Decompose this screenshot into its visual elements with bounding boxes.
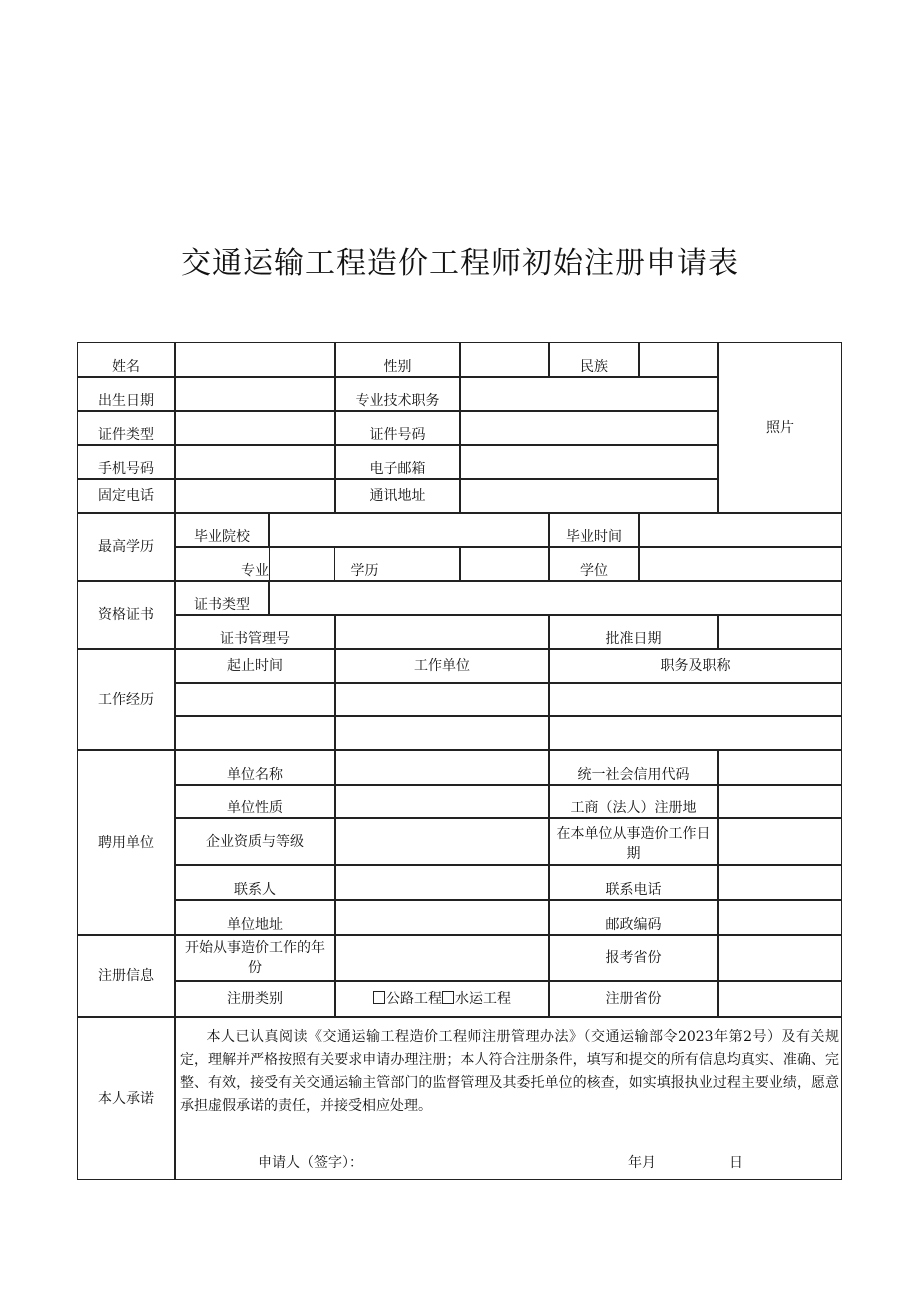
label-degree-level: 学历 — [269, 547, 460, 581]
work-row2-period[interactable] — [175, 716, 335, 750]
label-major: 专业 — [175, 547, 335, 581]
label-degree: 学位 — [549, 547, 639, 581]
section-employer: 聘用单位 — [77, 750, 175, 935]
field-degree-level[interactable] — [460, 547, 549, 581]
label-gender: 性别 — [335, 342, 460, 377]
field-mobile[interactable] — [175, 445, 335, 479]
label-cert-type: 证书类型 — [175, 581, 269, 615]
field-birth-date[interactable] — [175, 377, 335, 411]
label-reg-type: 注册类别 — [175, 981, 335, 1017]
section-certificate: 资格证书 — [77, 581, 175, 649]
field-reg-province[interactable] — [718, 981, 842, 1017]
field-degree[interactable] — [639, 547, 842, 581]
label-id-type: 证件类型 — [77, 411, 175, 445]
reg-type-options — [335, 981, 549, 1017]
section-registration: 注册信息 — [77, 935, 175, 1017]
field-id-number[interactable] — [460, 411, 718, 445]
registration-form — [78, 343, 843, 1181]
label-unit-address: 单位地址 — [175, 900, 335, 935]
header-period: 起止时间 — [175, 649, 335, 683]
field-exam-province[interactable] — [718, 935, 842, 981]
label-email: 电子邮箱 — [335, 445, 460, 479]
section-work: 工作经历 — [77, 649, 175, 750]
section-pledge: 本人承诺 — [77, 1017, 175, 1180]
field-qualification[interactable] — [335, 818, 549, 865]
pledge-box — [175, 1017, 842, 1180]
option-road[interactable]: 公路工程 — [373, 990, 442, 1008]
field-gender[interactable] — [460, 342, 549, 377]
header-unit: 工作单位 — [335, 649, 549, 683]
field-unit-address[interactable] — [335, 900, 549, 935]
label-mobile: 手机号码 — [77, 445, 175, 479]
field-approve-date[interactable] — [718, 615, 842, 649]
page-title: 交通运输工程造价工程师初始注册申请表 — [181, 246, 739, 281]
label-address: 通讯地址 — [335, 479, 460, 513]
field-cert-type[interactable] — [269, 581, 842, 615]
work-row2-unit[interactable] — [335, 716, 549, 750]
label-cost-work-date: 在本单位从事造价工作日期 — [549, 818, 718, 865]
checkbox-road[interactable] — [373, 991, 385, 1004]
field-reg-place[interactable] — [718, 785, 842, 818]
pledge-text: 本人已认真阅读《交通运输工程造价工程师注册管理办法》（交通运输部令2023年第2号）及有关规定，理解并严格按照有关要求申请办理注册；本人符合注册条件，填写和提交的所有信息均真实、准确、完整、有效，接受有关交通运输主管部门的监督管理及其委托单位的核查，如实填报执业过程主要业绩，愿意承担虚假承诺的责任，并接受相应处理。 — [180, 1029, 839, 1114]
field-contact-phone[interactable] — [718, 865, 842, 900]
label-unit-name: 单位名称 — [175, 750, 335, 785]
label-name: 姓名 — [77, 342, 175, 377]
work-row1-unit[interactable] — [335, 683, 549, 716]
option-water[interactable]: 水运工程 — [442, 990, 511, 1008]
work-row2-position[interactable] — [549, 716, 842, 750]
label-reg-place: 工商（法人）注册地 — [549, 785, 718, 818]
field-grad-time[interactable] — [639, 513, 842, 547]
work-row1-period[interactable] — [175, 683, 335, 716]
field-postcode[interactable] — [718, 900, 842, 935]
field-credit-code[interactable] — [718, 750, 842, 785]
header-position: 职务及职称 — [549, 649, 842, 683]
work-row1-position[interactable] — [549, 683, 842, 716]
label-birth-date: 出生日期 — [77, 377, 175, 411]
field-school[interactable] — [269, 513, 549, 547]
label-reg-province: 注册省份 — [549, 981, 718, 1017]
cell-major-left — [175, 547, 269, 581]
field-cert-no[interactable] — [335, 615, 549, 649]
applicant-signature-label: 申请人（签字）： — [258, 1155, 363, 1171]
label-credit-code: 统一社会信用代码 — [549, 750, 718, 785]
field-landline[interactable] — [175, 479, 335, 513]
field-start-year[interactable] — [335, 935, 549, 981]
label-id-number: 证件号码 — [335, 411, 460, 445]
label-contact-phone: 联系电话 — [549, 865, 718, 900]
label-postcode: 邮政编码 — [549, 900, 718, 935]
label-school: 毕业院校 — [175, 513, 269, 547]
field-cost-work-date[interactable] — [718, 818, 842, 865]
label-start-year: 开始从事造价工作的年份 — [175, 935, 335, 981]
field-ethnicity[interactable] — [639, 342, 718, 377]
photo-box[interactable]: 照片 — [718, 342, 842, 513]
label-qualification: 企业资质与等级 — [175, 818, 335, 865]
field-id-type[interactable] — [175, 411, 335, 445]
field-contact[interactable] — [335, 865, 549, 900]
checkbox-water[interactable] — [442, 991, 454, 1004]
label-grad-time: 毕业时间 — [549, 513, 639, 547]
field-unit-name[interactable] — [335, 750, 549, 785]
field-address[interactable] — [460, 479, 718, 513]
sign-date-day: 日 — [729, 1155, 743, 1171]
label-exam-province: 报考省份 — [549, 935, 718, 981]
field-tech-title[interactable] — [460, 377, 718, 411]
sign-date-year-month: 年月 — [628, 1155, 656, 1171]
label-ethnicity: 民族 — [549, 342, 639, 377]
section-education: 最高学历 — [77, 513, 175, 581]
label-unit-nature: 单位性质 — [175, 785, 335, 818]
field-unit-nature[interactable] — [335, 785, 549, 818]
label-tech-title: 专业技术职务 — [335, 377, 460, 411]
label-contact: 联系人 — [175, 865, 335, 900]
field-name[interactable] — [175, 342, 335, 377]
field-email[interactable] — [460, 445, 718, 479]
label-approve-date: 批准日期 — [549, 615, 718, 649]
label-cert-no: 证书管理号 — [175, 615, 335, 649]
label-landline: 固定电话 — [77, 479, 175, 513]
